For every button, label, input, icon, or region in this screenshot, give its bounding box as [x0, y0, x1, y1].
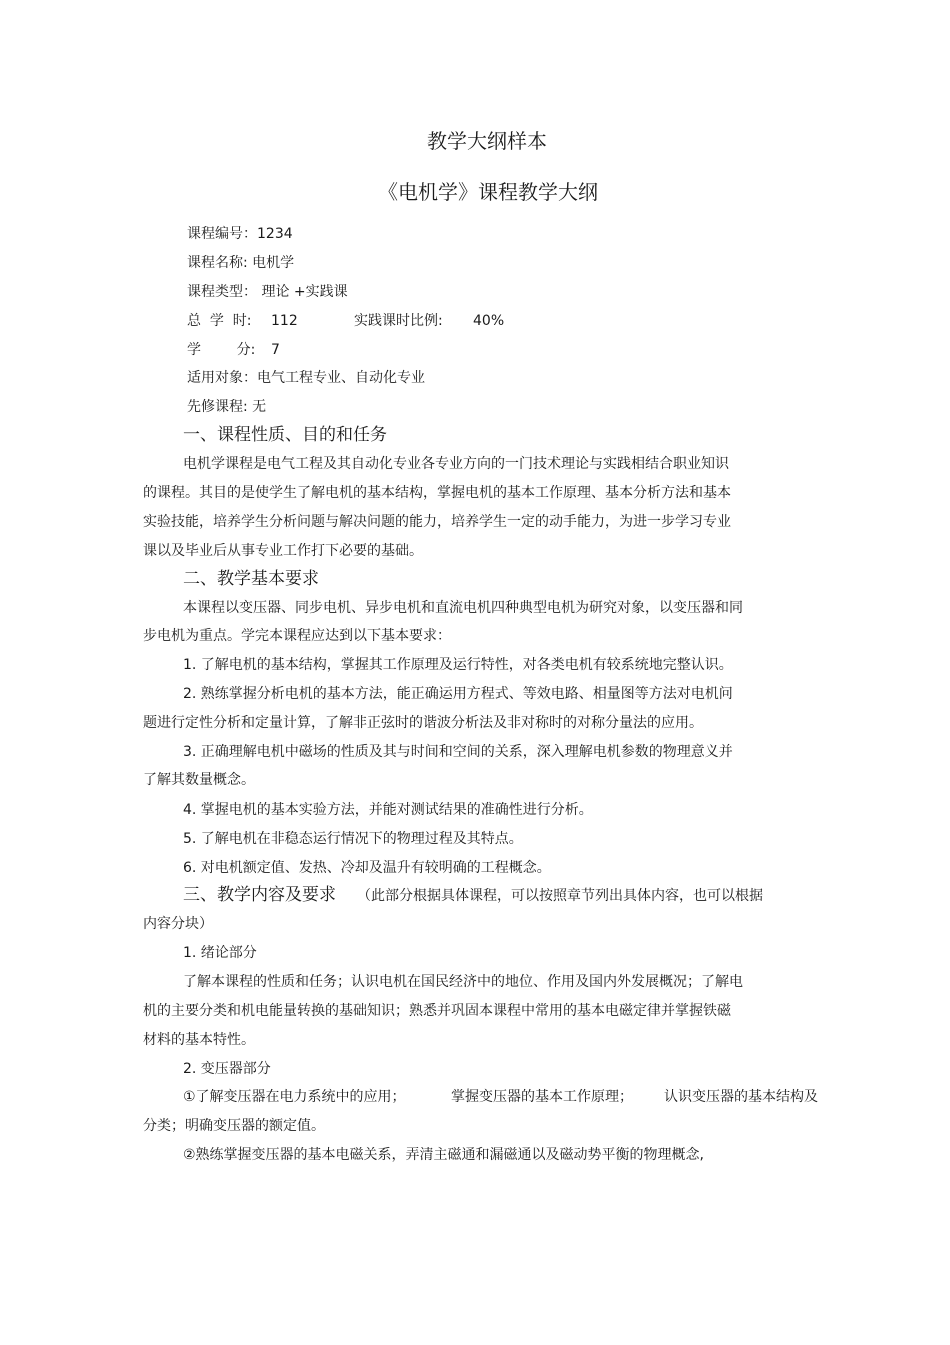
info-target-value: ：电气工程专业、自动化专业: [243, 370, 425, 386]
info-prereq-value: 无: [252, 399, 267, 415]
section2-intro-line: 本课程以变压器、同步电机、异步电机和直流电机四种典型电机为研究对象，以变压器和同: [183, 600, 743, 616]
requirement-item: 4. 掌握电机的基本实验方法，并能对测试结果的准确性进行分析。: [183, 802, 593, 818]
section3-note-cont: 内容分块）: [143, 916, 213, 932]
info-hours-label: 总 学 时:: [187, 313, 252, 329]
info-target: [187, 369, 425, 387]
info-ratio-value: 40%: [473, 313, 505, 329]
info-name-label: 课程名称:: [187, 255, 248, 271]
section2-heading: 二、教学基本要求: [183, 569, 319, 589]
section3-note: （此部分根据具体课程，可以按照章节列出具体内容，也可以根据: [357, 888, 763, 904]
part2-line: ②熟练掌握变压器的基本电磁关系，弄清主磁通和漏磁通以及磁动势平衡的物理概念,: [183, 1147, 704, 1163]
section2-intro-line: 步电机为重点。学完本课程应达到以下基本要求：: [143, 628, 451, 644]
info-code-label: 课程编号: [187, 226, 243, 242]
info-hours-value: 112: [271, 313, 298, 329]
course-title: 《电机学》课程教学大纲: [378, 180, 598, 204]
info-hours: [187, 312, 252, 330]
requirement-item: 1. 了解电机的基本结构，掌握其工作原理及运行特性，对各类电机有较系统地完整认识。: [183, 657, 733, 673]
info-type-value: ： 理论 +实践课: [243, 284, 348, 300]
part2-title: 2. 变压器部分: [183, 1061, 271, 1077]
section1-heading: 一、课程性质、目的和任务: [183, 425, 387, 445]
section1-line: 的课程。其目的是使学生了解电机的基本结构，掌握电机的基本工作原理、基本分析方法和基本: [143, 485, 731, 501]
info-code-value: ：1234: [243, 226, 293, 242]
info-credit-label: 学 分:: [187, 342, 256, 358]
part1-line: 材料的基本特性。: [143, 1032, 255, 1048]
info-prereq: [187, 398, 266, 416]
info-code: [187, 225, 293, 243]
part1-line: 了解本课程的性质和任务；认识电机在国民经济中的地位、作用及国内外发展概况；了解电: [183, 974, 743, 990]
document-title: 教学大纲样本: [427, 129, 547, 153]
info-target-label: 适用对象: [187, 370, 243, 386]
section1-line: 实验技能，培养学生分析问题与解决问题的能力，培养学生一定的动手能力，为进一步学习专业: [143, 514, 731, 530]
requirement-item: 3. 正确理解电机中磁场的性质及其与时间和空间的关系，深入理解电机参数的物理意义并: [183, 744, 733, 760]
info-prereq-label: 先修课程:: [187, 399, 248, 415]
section3-heading: 三、教学内容及要求: [183, 885, 336, 905]
section1-line: 课以及毕业后从事专业工作打下必要的基础。: [143, 543, 423, 559]
info-type-label: 课程类型: [187, 284, 243, 300]
part2-line: ①了解变压器在电力系统中的应用；: [183, 1089, 406, 1105]
info-credit-value: 7: [271, 342, 280, 358]
requirement-item: 2. 熟练掌握分析电机的基本方法，能正确运用方程式、等效电路、相量图等方法对电机问: [183, 686, 733, 702]
info-ratio-label: 实践课时比例:: [354, 313, 443, 329]
section1-line: 电机学课程是电气工程及其自动化专业各专业方向的一门技术理论与实践相结合职业知识: [183, 456, 729, 472]
part2-line: 分类；明确变压器的额定值。: [143, 1118, 325, 1134]
part2-line: 掌握变压器的基本工作原理；: [451, 1089, 633, 1105]
info-type: [187, 283, 348, 301]
part2-line: 认识变压器的基本结构及: [664, 1089, 818, 1105]
info-name: [187, 254, 294, 272]
part1-title: 1. 绪论部分: [183, 945, 257, 961]
requirement-item: 6. 对电机额定值、发热、冷却及温升有较明确的工程概念。: [183, 860, 551, 876]
part1-line: 机的主要分类和机电能量转换的基础知识；熟悉并巩固本课程中常用的基本电磁定律并掌握铁磁: [143, 1003, 731, 1019]
info-name-value: 电机学: [252, 255, 295, 271]
requirement-item: 5. 了解电机在非稳态运行情况下的物理过程及其特点。: [183, 831, 523, 847]
requirement-item: 题进行定性分析和定量计算，了解非正弦时的谐波分析法及非对称时的对称分量法的应用。: [143, 715, 703, 731]
requirement-item: 了解其数量概念。: [143, 772, 255, 788]
